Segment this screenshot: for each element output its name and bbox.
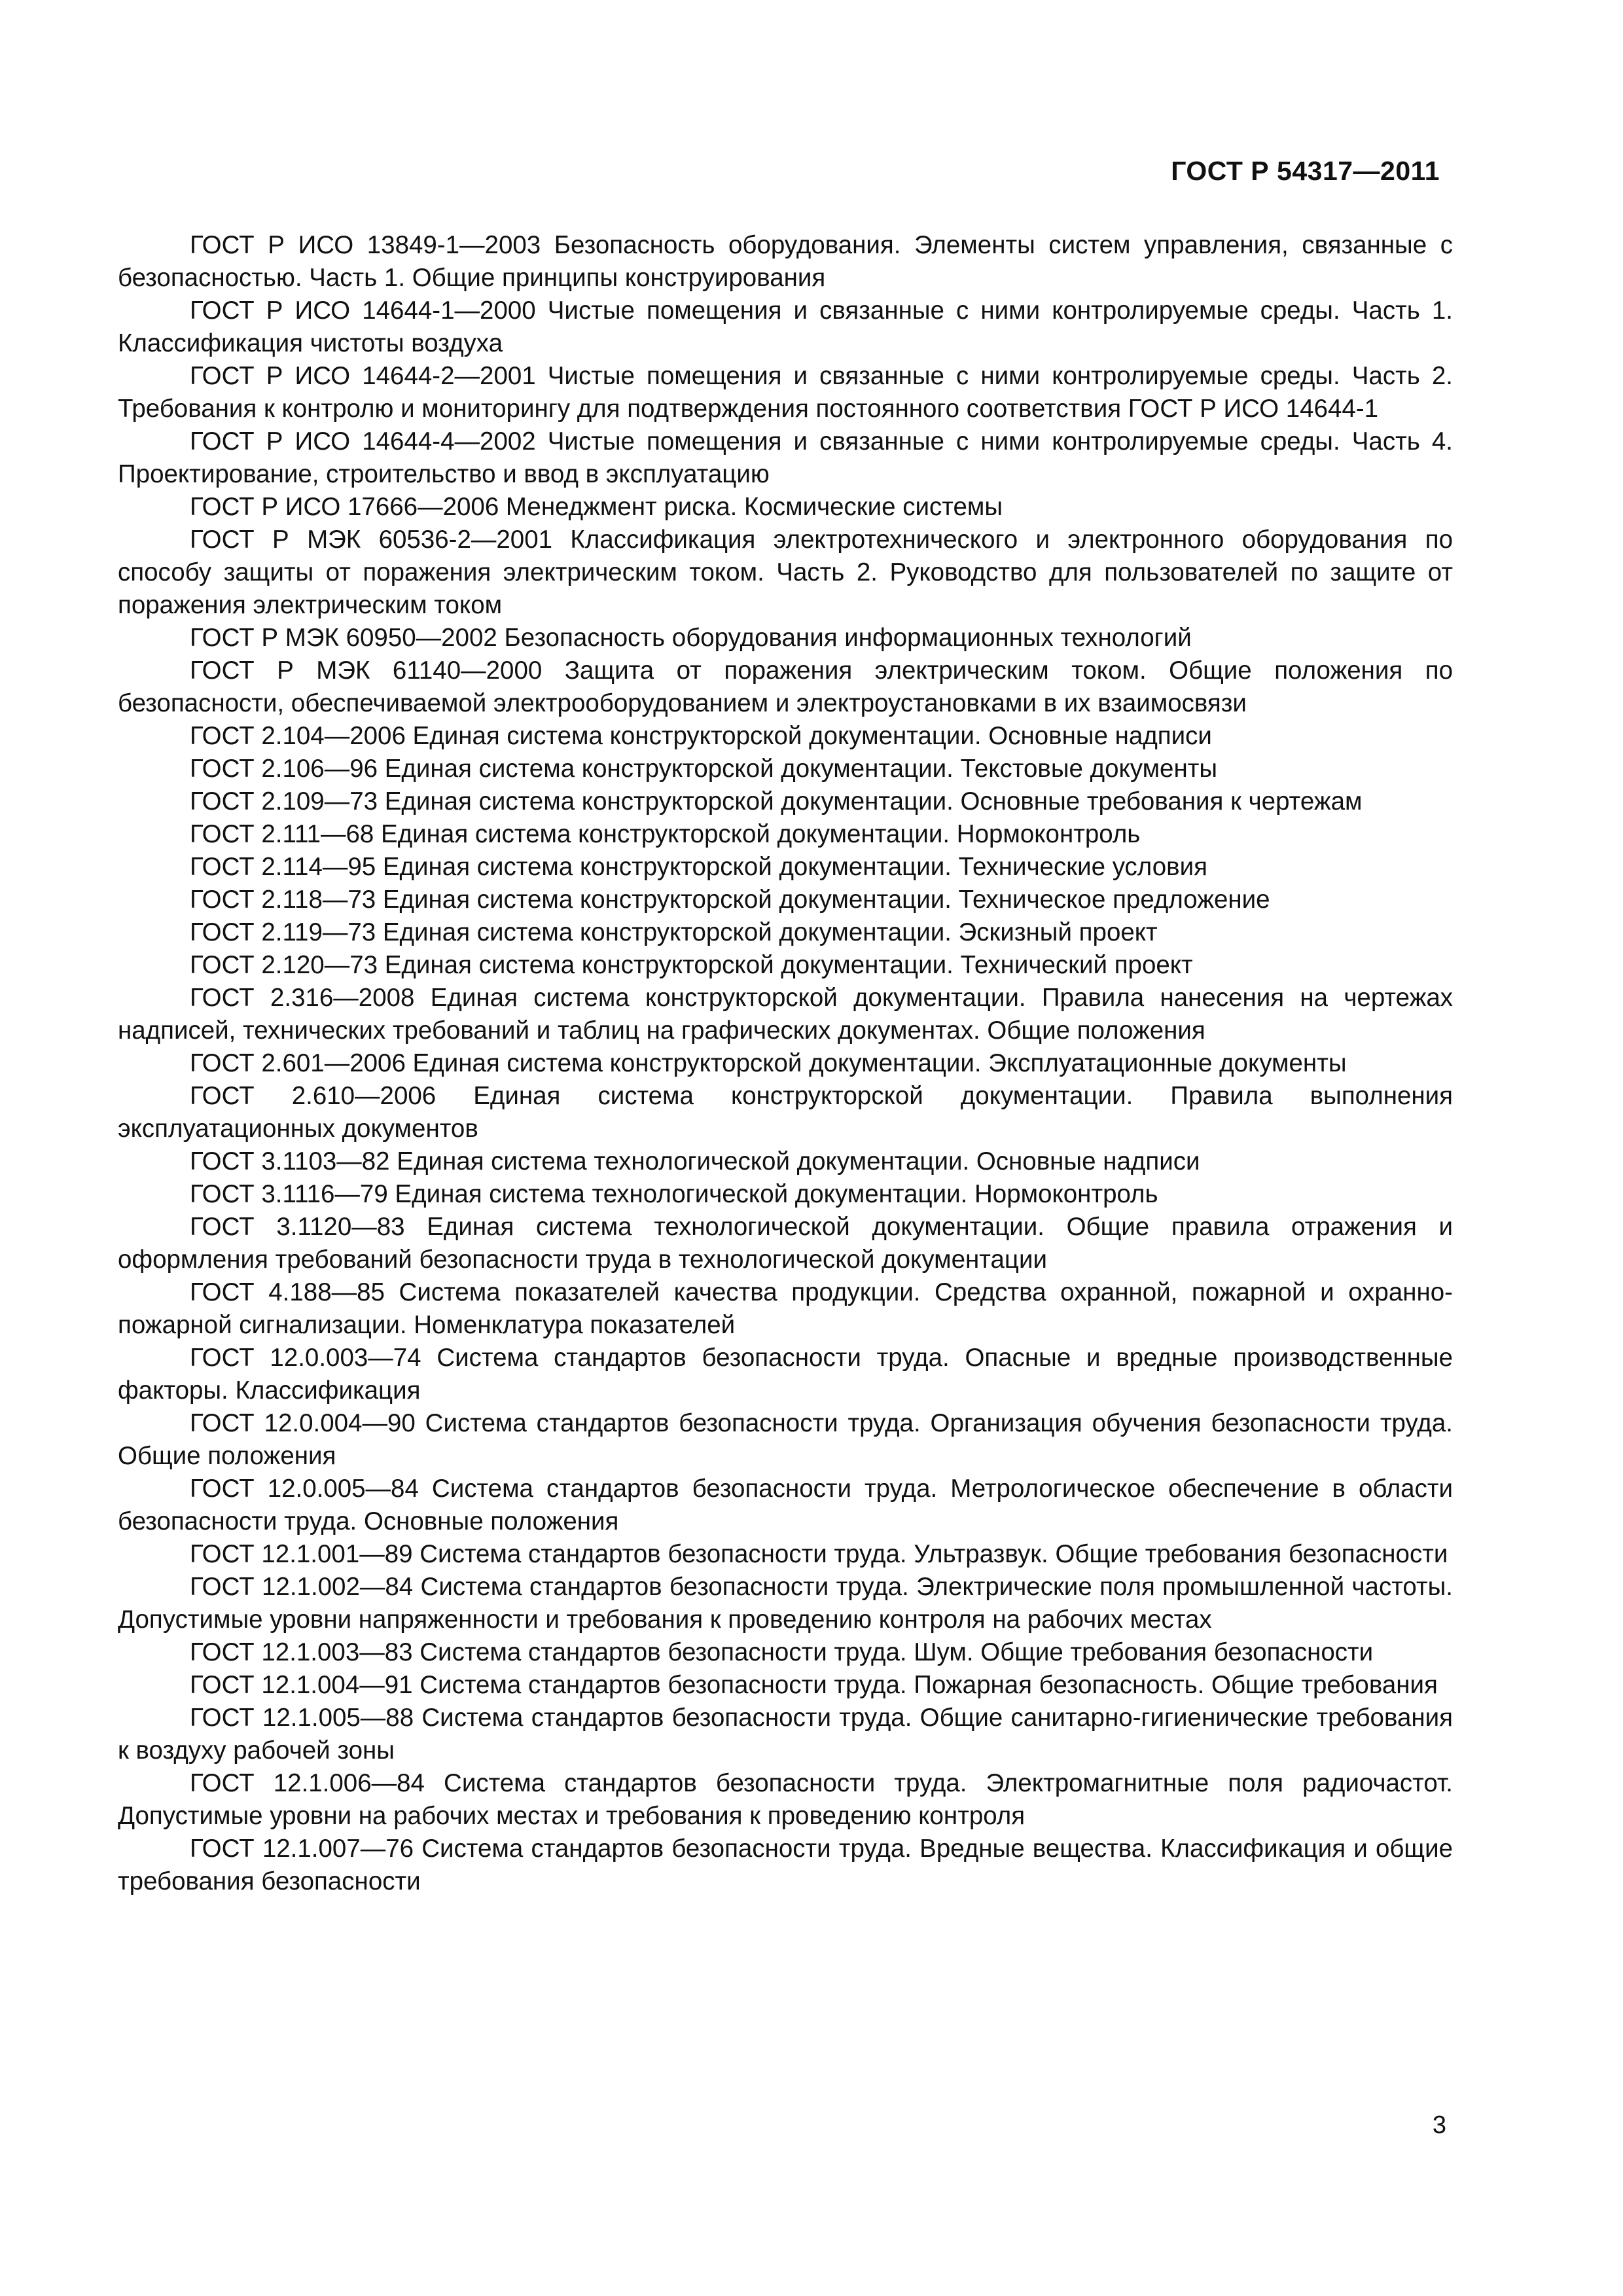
reference-entry: ГОСТ 12.1.006—84 Система стандартов безопасности труда. Электромагнитные поля радиочастот. Допустимые уровни на рабочих местах и требования к проведению контроля — [118, 1769, 1453, 1830]
reference-entry: ГОСТ Р ИСО 14644-2—2001 Чистые помещения и связанные с ними контролируемые среды. Часть 2. Требования к контролю и мониторингу для подтверждения постоянного соответствия ГОСТ Р ИСО 14644-1 — [118, 362, 1453, 423]
reference-entry: ГОСТ 12.0.003—74 Система стандартов безопасности труда. Опасные и вредные производственные факторы. Классификация — [118, 1344, 1453, 1405]
reference-entry: ГОСТ 12.1.003—83 Система стандартов безопасности труда. Шум. Общие требования безопасности — [190, 1638, 1374, 1666]
reference-entry: ГОСТ 2.601—2006 Единая система конструкторской документации. Эксплуатационные документы — [190, 1049, 1347, 1077]
reference-entry: ГОСТ 2.119—73 Единая система конструкторской документации. Эскизный проект — [190, 918, 1158, 946]
reference-entry: ГОСТ 12.1.001—89 Система стандартов безопасности труда. Ультразвук. Общие требования безопасности — [190, 1540, 1448, 1568]
reference-entry: ГОСТ 12.1.002—84 Система стандартов безопасности труда. Электрические поля промышленной частоты. Допустимые уровни напряженности и требования к проведению контроля на рабочих местах — [118, 1573, 1453, 1634]
reference-entry: ГОСТ Р ИСО 17666—2006 Менеджмент риска. Космические системы — [190, 493, 1003, 521]
reference-entry: ГОСТ 2.610—2006 Единая система конструкторской документации. Правила выполнения эксплуатационных документов — [118, 1082, 1453, 1143]
reference-entry: ГОСТ 2.111—68 Единая система конструкторской документации. Нормоконтроль — [190, 820, 1141, 848]
reference-entry: ГОСТ 12.0.004—90 Система стандартов безопасности труда. Организация обучения безопасности труда. Общие положения — [118, 1409, 1453, 1470]
reference-entry: ГОСТ 3.1120—83 Единая система технологической документации. Общие правила отражения и оформления требований безопасности труда в технологической документации — [118, 1213, 1453, 1274]
page-number: 3 — [1432, 2111, 1446, 2139]
document-header-id: ГОСТ Р 54317—2011 — [1171, 156, 1440, 186]
reference-entry: ГОСТ 2.106—96 Единая система конструкторской документации. Текстовые документы — [190, 755, 1218, 783]
reference-entry: ГОСТ 4.188—85 Система показателей качества продукции. Средства охранной, пожарной и охранно-пожарной сигнализации. Номенклатура показателей — [118, 1278, 1453, 1339]
reference-entry: ГОСТ 12.1.004—91 Система стандартов безопасности труда. Пожарная безопасность. Общие требования — [190, 1671, 1438, 1699]
reference-entry: ГОСТ 3.1116—79 Единая система технологической документации. Нормоконтроль — [190, 1180, 1158, 1208]
references-list — [118, 229, 1453, 1898]
reference-entry: ГОСТ Р ИСО 13849-1—2003 Безопасность оборудования. Элементы систем управления, связанные с безопасностью. Часть 1. Общие принципы конструирования — [118, 231, 1453, 292]
reference-entry: ГОСТ 2.120—73 Единая система конструкторской документации. Технический проект — [190, 951, 1193, 979]
reference-entry: ГОСТ 12.1.005—88 Система стандартов безопасности труда. Общие санитарно-гигиенические требования к воздуху рабочей зоны — [118, 1704, 1453, 1765]
reference-entry: ГОСТ 2.109—73 Единая система конструкторской документации. Основные требования к чертежам — [190, 787, 1363, 816]
reference-entry: ГОСТ 2.114—95 Единая система конструкторской документации. Технические условия — [190, 853, 1207, 881]
reference-entry: ГОСТ 2.316—2008 Единая система конструкторской документации. Правила нанесения на чертежах надписей, технических требований и таблиц на графических документах. Общие положения — [118, 984, 1453, 1045]
reference-entry: ГОСТ 2.118—73 Единая система конструкторской документации. Техническое предложение — [190, 886, 1270, 914]
reference-entry: ГОСТ 12.1.007—76 Система стандартов безопасности труда. Вредные вещества. Классификация и общие требования безопасности — [118, 1835, 1453, 1895]
reference-entry: ГОСТ 2.104—2006 Единая система конструкторской документации. Основные надписи — [190, 722, 1212, 750]
reference-entry: ГОСТ Р ИСО 14644-4—2002 Чистые помещения и связанные с ними контролируемые среды. Часть 4. Проектирование, строительство и ввод в эксплуатацию — [118, 427, 1453, 488]
reference-entry: ГОСТ Р МЭК 60536-2—2001 Классификация электротехнического и электронного оборудования по способу защиты от поражения электрическим током. Часть 2. Руководство для пользователей по защите от поражения электрическим током — [118, 526, 1453, 619]
reference-entry: ГОСТ Р МЭК 61140—2000 Защита от поражения электрическим током. Общие положения по безопасности, обеспечиваемой электрооборудованием и электроустановками в их взаимосвязи — [118, 656, 1453, 717]
reference-entry: ГОСТ Р МЭК 60950—2002 Безопасность оборудования информационных технологий — [190, 624, 1192, 652]
reference-entry: ГОСТ 3.1103—82 Единая система технологической документации. Основные надписи — [190, 1147, 1200, 1175]
reference-entry: ГОСТ 12.0.005—84 Система стандартов безопасности труда. Метрологическое обеспечение в области безопасности труда. Основные положения — [118, 1475, 1453, 1535]
reference-entry: ГОСТ Р ИСО 14644-1—2000 Чистые помещения и связанные с ними контролируемые среды. Часть 1. Классификация чистоты воздуха — [118, 296, 1453, 357]
